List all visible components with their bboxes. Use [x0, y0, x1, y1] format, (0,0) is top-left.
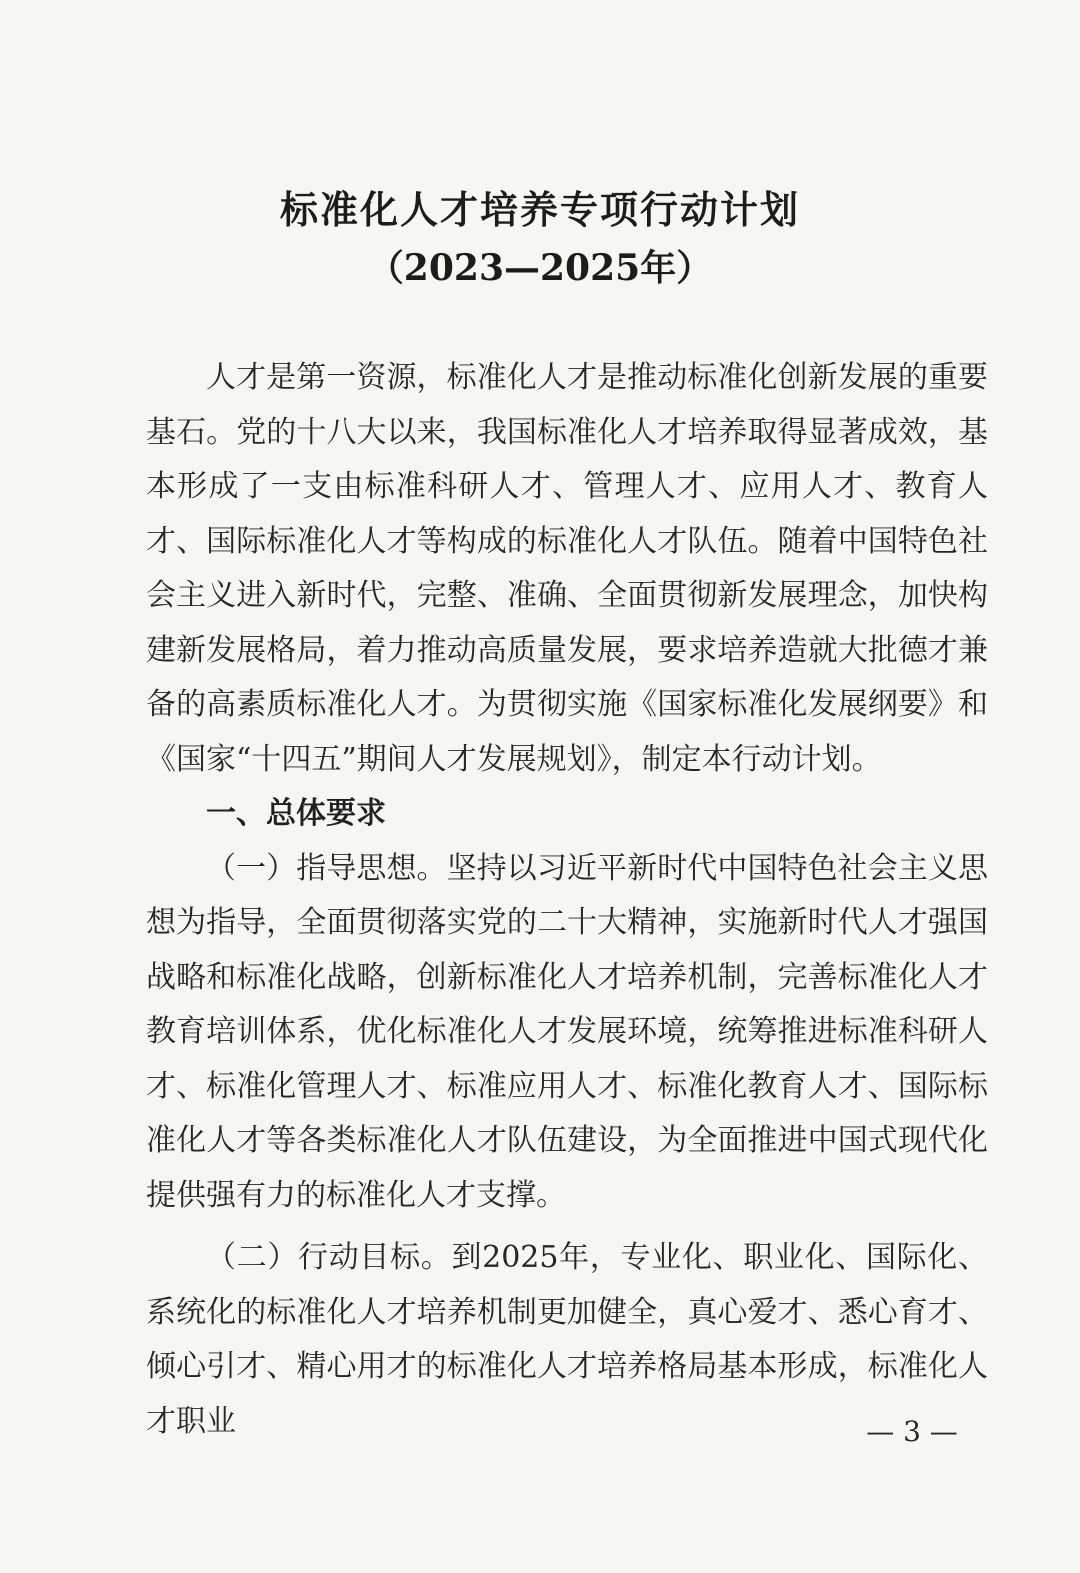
document-body — [146, 351, 988, 1449]
document-title: 标准化人才培养专项行动计划 — [279, 187, 800, 232]
intro-paragraph: 人才是第一资源，标准化人才是推动标准化创新发展的重要基石。党的十八大以来，我国标准化人才培养取得显著成效，基本形成了一支由标准科研人才、管理人才、应用人才、教育人才、国际标准化人才等构成的标准化人才队伍。随着中国特色社会主义进入新时代，完整、准确、全面贯彻新发展理念，加快构建新发展格局，着力推动高质量发展，要求培养造就大批德才兼备的高素质标准化人才。为贯彻实施《国家标准化发展纲要》和《国家“十四五”期间人才发展规划》，制定本行动计划。 — [146, 360, 988, 777]
section-heading: 一、总体要求 — [206, 796, 386, 831]
guiding-ideology-paragraph: （一）指导思想。坚持以习近平新时代中国特色社会主义思想为指导，全面贯彻落实党的二十大精神，实施新时代人才强国战略和标准化战略，创新标准化人才培养机制，完善标准化人才教育培训体系，优化标准化人才发展环境，统筹推进标准科研人才、标准化管理人才、标准应用人才、标准化教育人才、国际标准化人才等各类标准化人才队伍建设，为全面推进中国式现代化提供强有力的标准化人才支撑。 — [146, 850, 988, 1213]
action-goals-paragraph: （二）行动目标。到2025年，专业化、职业化、国际化、系统化的标准化人才培养机制更加健全，真心爱才、悉心育才、倾心引才、精心用才的标准化人才培养格局基本形成，标准化人才职业 — [146, 1240, 988, 1439]
document-subtitle: （2023—2025年） — [367, 247, 713, 289]
page-number: — 3 — — [866, 1415, 958, 1448]
